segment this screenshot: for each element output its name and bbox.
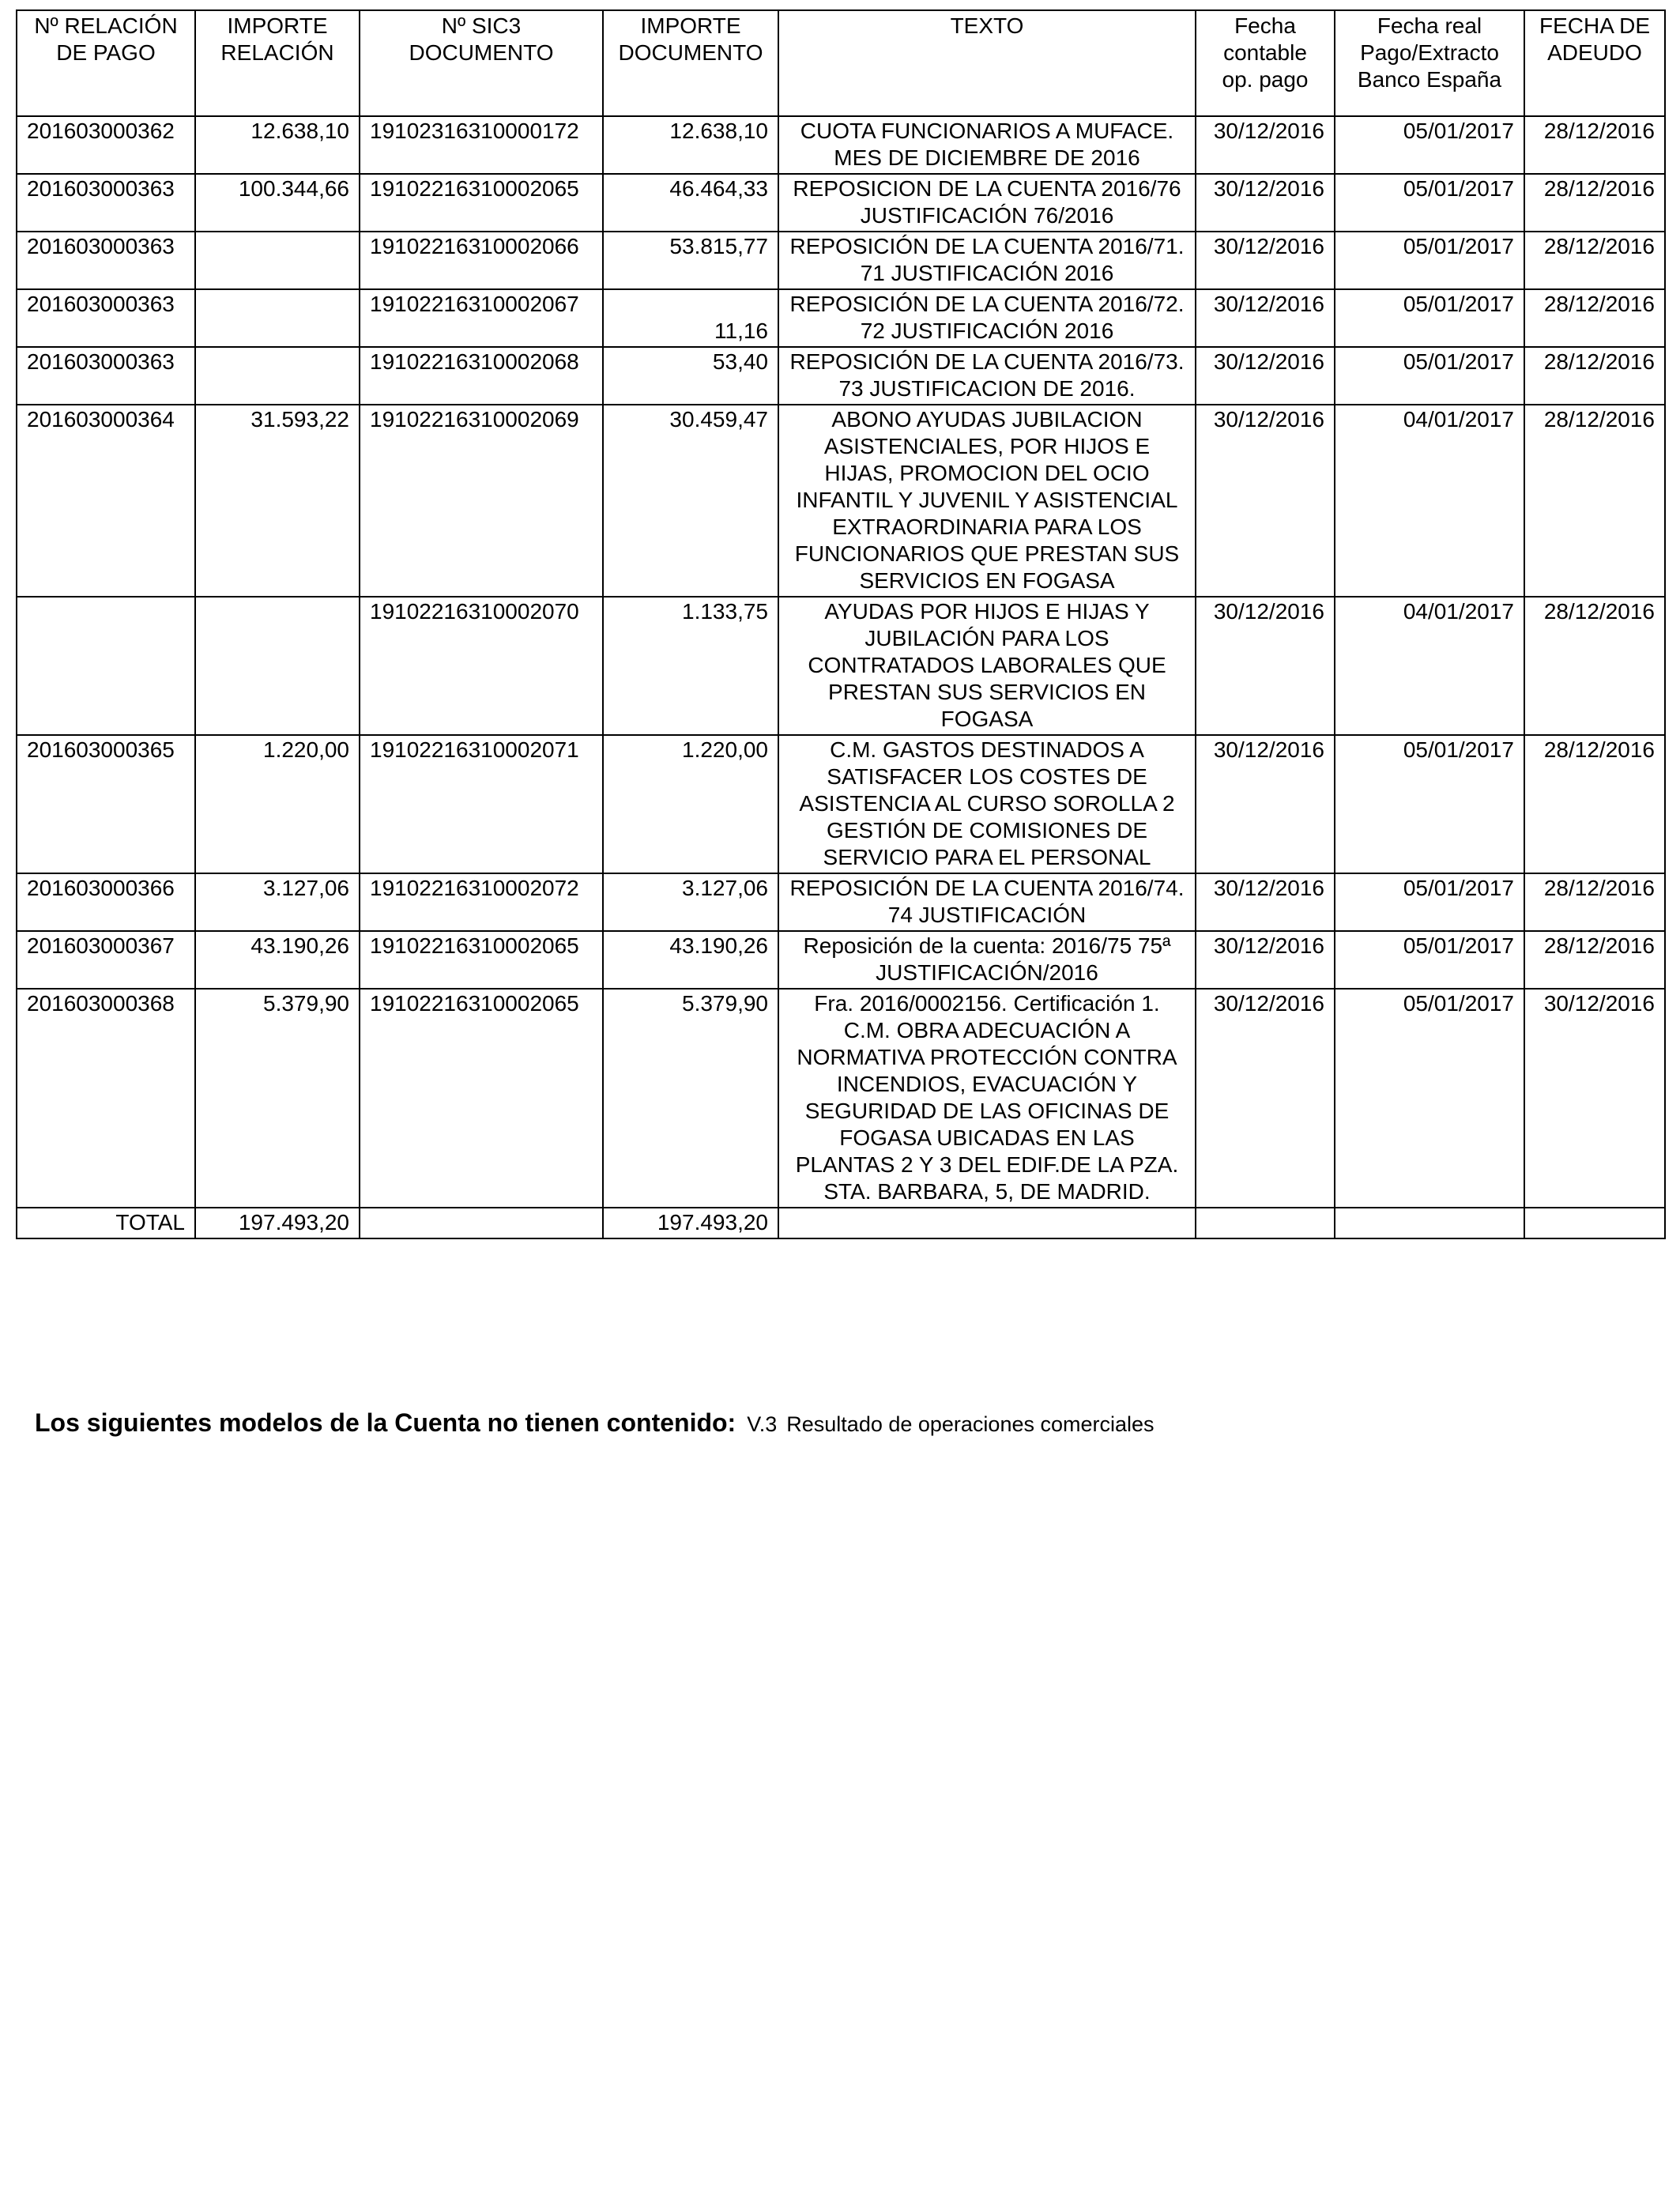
cell-relacion-pago: 201603000363 <box>17 347 195 405</box>
cell-importe-relacion <box>195 289 360 347</box>
cell-relacion-pago: 201603000363 <box>17 174 195 232</box>
cell-sic3-documento: 19102216310002070 <box>360 597 603 735</box>
cell-sic3-documento: 19102216310002065 <box>360 174 603 232</box>
cell-relacion-pago: 201603000363 <box>17 289 195 347</box>
cell-importe-documento: 3.127,06 <box>603 873 778 931</box>
cell-fecha-real: 05/01/2017 <box>1335 931 1524 989</box>
cell-fecha-real: 05/01/2017 <box>1335 174 1524 232</box>
cell-sic3-documento: 19102216310002066 <box>360 232 603 289</box>
cell-importe-documento: 11,16 <box>603 289 778 347</box>
header-fecha-adeudo: FECHA DE ADEUDO <box>1524 10 1665 116</box>
cell-importe-relacion: 3.127,06 <box>195 873 360 931</box>
table-row <box>17 597 1665 735</box>
total-label: TOTAL <box>17 1208 195 1238</box>
cell-sic3-documento: 19102216310002067 <box>360 289 603 347</box>
cell-importe-relacion <box>195 232 360 289</box>
cell-sic3-documento: 19102216310002065 <box>360 931 603 989</box>
cell-fecha-contable: 30/12/2016 <box>1196 873 1335 931</box>
cell-fecha-adeudo: 28/12/2016 <box>1524 116 1665 174</box>
cell-relacion-pago: 201603000368 <box>17 989 195 1208</box>
table-header-row <box>17 10 1665 116</box>
cell-importe-documento: 12.638,10 <box>603 116 778 174</box>
footer-note <box>35 1408 1155 1438</box>
cell-relacion-pago: 201603000362 <box>17 116 195 174</box>
cell-texto: C.M. GASTOS DESTINADOS A SATISFACER LOS COSTES DE ASISTENCIA AL CURSO SOROLLA 2 GESTIÓN DE COMISIONES DE SERVICIO PARA EL PERSONAL <box>778 735 1196 873</box>
table-row <box>17 989 1665 1208</box>
cell-fecha-contable: 30/12/2016 <box>1196 116 1335 174</box>
cell-fecha-adeudo: 28/12/2016 <box>1524 931 1665 989</box>
cell-importe-documento: 5.379,90 <box>603 989 778 1208</box>
cell-fecha-adeudo: 28/12/2016 <box>1524 347 1665 405</box>
total-empty-fecha-adeudo <box>1524 1208 1665 1238</box>
cell-texto: Reposición de la cuenta: 2016/75 75ª JUSTIFICACIÓN/2016 <box>778 931 1196 989</box>
table-row <box>17 289 1665 347</box>
cell-texto: REPOSICIÓN DE LA CUENTA 2016/73. 73 JUSTIFICACION DE 2016. <box>778 347 1196 405</box>
cell-fecha-real: 05/01/2017 <box>1335 232 1524 289</box>
table-row <box>17 232 1665 289</box>
cell-importe-documento: 1.133,75 <box>603 597 778 735</box>
cell-importe-relacion: 31.593,22 <box>195 405 360 597</box>
total-importe-documento: 197.493,20 <box>603 1208 778 1238</box>
cell-importe-documento: 43.190,26 <box>603 931 778 989</box>
cell-sic3-documento: 19102216310002071 <box>360 735 603 873</box>
cell-importe-relacion <box>195 347 360 405</box>
cell-texto: CUOTA FUNCIONARIOS A MUFACE. MES DE DICIEMBRE DE 2016 <box>778 116 1196 174</box>
cell-relacion-pago: 201603000366 <box>17 873 195 931</box>
total-empty-fecha-real <box>1335 1208 1524 1238</box>
table-row <box>17 931 1665 989</box>
cell-importe-relacion: 1.220,00 <box>195 735 360 873</box>
cell-texto: Fra. 2016/0002156. Certificación 1. C.M. OBRA ADECUACIÓN A NORMATIVA PROTECCIÓN CONTRA INCENDIOS, EVACUACIÓN Y SEGURIDAD DE LAS OFICINAS DE FOGASA UBICADAS EN LAS PLANTAS 2 Y 3 DEL EDIF.DE LA PZA. STA. BARBARA, 5, DE MADRID. <box>778 989 1196 1208</box>
cell-texto: ABONO AYUDAS JUBILACION ASISTENCIALES, POR HIJOS E HIJAS, PROMOCION DEL OCIO INFANTIL Y JUVENIL Y ASISTENCIAL EXTRAORDINARIA PARA LOS FUNCIONARIOS QUE PRESTAN SUS SERVICIOS EN FOGASA <box>778 405 1196 597</box>
cell-importe-documento: 46.464,33 <box>603 174 778 232</box>
header-fecha-real: Fecha real Pago/Extracto Banco España <box>1335 10 1524 116</box>
payments-table <box>16 9 1666 1239</box>
cell-fecha-contable: 30/12/2016 <box>1196 735 1335 873</box>
cell-importe-documento: 1.220,00 <box>603 735 778 873</box>
cell-fecha-contable: 30/12/2016 <box>1196 931 1335 989</box>
total-empty-texto <box>778 1208 1196 1238</box>
cell-importe-relacion <box>195 597 360 735</box>
cell-relacion-pago <box>17 597 195 735</box>
cell-relacion-pago: 201603000365 <box>17 735 195 873</box>
cell-texto: REPOSICIÓN DE LA CUENTA 2016/72. 72 JUSTIFICACIÓN 2016 <box>778 289 1196 347</box>
cell-sic3-documento: 19102216310002068 <box>360 347 603 405</box>
cell-fecha-real: 05/01/2017 <box>1335 735 1524 873</box>
cell-importe-documento: 30.459,47 <box>603 405 778 597</box>
cell-fecha-contable: 30/12/2016 <box>1196 347 1335 405</box>
header-fecha-contable: Fecha contable op. pago <box>1196 10 1335 116</box>
table-row <box>17 347 1665 405</box>
cell-fecha-contable: 30/12/2016 <box>1196 405 1335 597</box>
footer-lead-text: Los siguientes modelos de la Cuenta no tienen contenido: <box>35 1408 736 1437</box>
table-row <box>17 405 1665 597</box>
total-empty-fecha-contable <box>1196 1208 1335 1238</box>
total-importe-relacion: 197.493,20 <box>195 1208 360 1238</box>
cell-fecha-contable: 30/12/2016 <box>1196 989 1335 1208</box>
footer-model-description: Resultado de operaciones comerciales <box>786 1412 1155 1436</box>
cell-texto: REPOSICION DE LA CUENTA 2016/76 JUSTIFICACIÓN 76/2016 <box>778 174 1196 232</box>
cell-relacion-pago: 201603000367 <box>17 931 195 989</box>
cell-fecha-adeudo: 28/12/2016 <box>1524 174 1665 232</box>
cell-fecha-adeudo: 28/12/2016 <box>1524 873 1665 931</box>
cell-sic3-documento: 19102216310002069 <box>360 405 603 597</box>
table-row <box>17 174 1665 232</box>
cell-fecha-adeudo: 28/12/2016 <box>1524 735 1665 873</box>
cell-fecha-real: 05/01/2017 <box>1335 347 1524 405</box>
cell-fecha-real: 05/01/2017 <box>1335 289 1524 347</box>
total-empty-sic3 <box>360 1208 603 1238</box>
cell-fecha-real: 05/01/2017 <box>1335 989 1524 1208</box>
table-row <box>17 873 1665 931</box>
cell-sic3-documento: 19102216310002065 <box>360 989 603 1208</box>
cell-importe-relacion: 100.344,66 <box>195 174 360 232</box>
cell-importe-documento: 53,40 <box>603 347 778 405</box>
cell-fecha-contable: 30/12/2016 <box>1196 597 1335 735</box>
cell-fecha-adeudo: 28/12/2016 <box>1524 405 1665 597</box>
header-texto: TEXTO <box>778 10 1196 116</box>
table-row <box>17 116 1665 174</box>
cell-importe-relacion: 12.638,10 <box>195 116 360 174</box>
cell-texto: REPOSICIÓN DE LA CUENTA 2016/74. 74 JUSTIFICACIÓN <box>778 873 1196 931</box>
cell-fecha-adeudo: 28/12/2016 <box>1524 597 1665 735</box>
cell-fecha-contable: 30/12/2016 <box>1196 232 1335 289</box>
cell-sic3-documento: 19102216310002072 <box>360 873 603 931</box>
cell-relacion-pago: 201603000364 <box>17 405 195 597</box>
total-row <box>17 1208 1665 1238</box>
table-row <box>17 735 1665 873</box>
cell-relacion-pago: 201603000363 <box>17 232 195 289</box>
cell-sic3-documento: 19102316310000172 <box>360 116 603 174</box>
cell-texto: REPOSICIÓN DE LA CUENTA 2016/71. 71 JUSTIFICACIÓN 2016 <box>778 232 1196 289</box>
header-relacion-pago: Nº RELACIÓN DE PAGO <box>17 10 195 116</box>
cell-importe-relacion: 43.190,26 <box>195 931 360 989</box>
cell-importe-documento: 53.815,77 <box>603 232 778 289</box>
header-importe-documento: IMPORTE DOCUMENTO <box>603 10 778 116</box>
cell-fecha-contable: 30/12/2016 <box>1196 289 1335 347</box>
cell-fecha-adeudo: 30/12/2016 <box>1524 989 1665 1208</box>
cell-fecha-adeudo: 28/12/2016 <box>1524 232 1665 289</box>
cell-texto: AYUDAS POR HIJOS E HIJAS Y JUBILACIÓN PARA LOS CONTRATADOS LABORALES QUE PRESTAN SUS SERVICIOS EN FOGASA <box>778 597 1196 735</box>
cell-fecha-real: 04/01/2017 <box>1335 405 1524 597</box>
header-importe-relacion: IMPORTE RELACIÓN <box>195 10 360 116</box>
cell-fecha-real: 04/01/2017 <box>1335 597 1524 735</box>
cell-fecha-adeudo: 28/12/2016 <box>1524 289 1665 347</box>
cell-fecha-contable: 30/12/2016 <box>1196 174 1335 232</box>
cell-importe-relacion: 5.379,90 <box>195 989 360 1208</box>
cell-fecha-real: 05/01/2017 <box>1335 873 1524 931</box>
footer-model-code: V.3 <box>747 1412 778 1436</box>
header-sic3-documento: Nº SIC3 DOCUMENTO <box>360 10 603 116</box>
cell-fecha-real: 05/01/2017 <box>1335 116 1524 174</box>
